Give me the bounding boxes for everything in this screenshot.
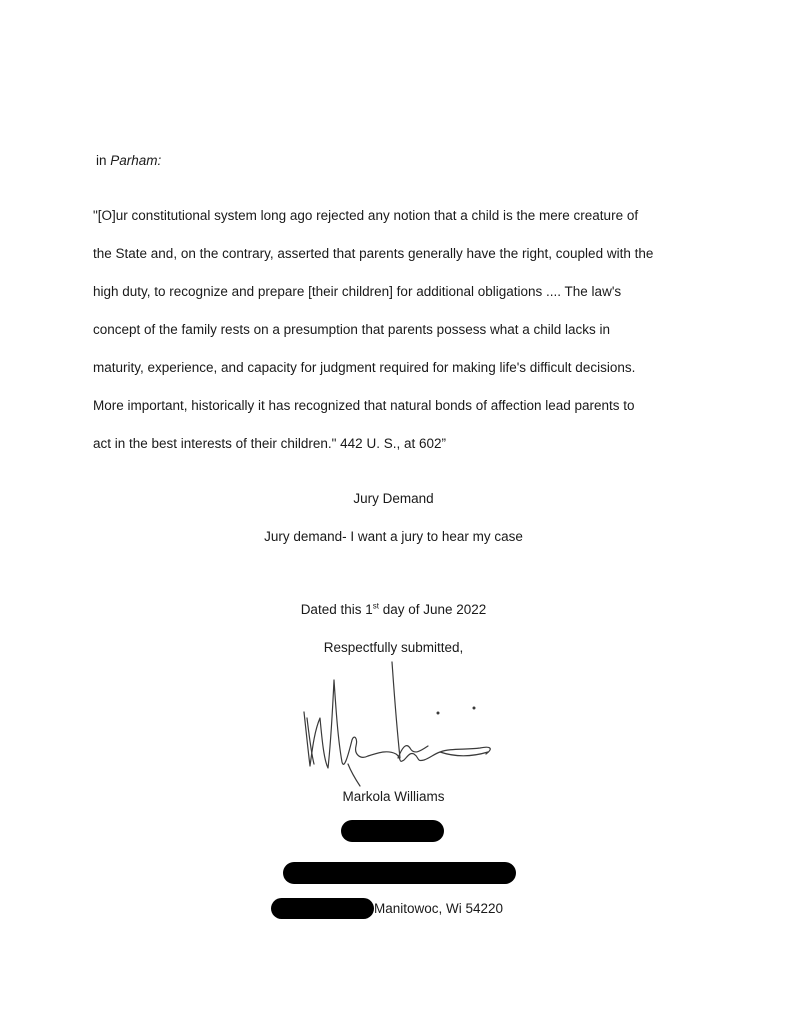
dated-line — [0, 601, 787, 619]
dated-prefix: Dated this 1 — [300, 602, 373, 617]
closing-line: Respectfully submitted, — [323, 640, 464, 655]
address-city-state-zip: Manitowoc, Wi 54220 — [374, 901, 504, 916]
quote-line-4: concept of the family rests on a presumption that parents possess what a child lacks in — [93, 322, 611, 337]
handwritten-signature — [290, 660, 510, 800]
quote-line-6: More important, historically it has recognized that natural bonds of affection lead parents to — [93, 398, 635, 413]
jury-demand-heading: Jury Demand — [353, 491, 434, 506]
quote-line-7: act in the best interests of their children." 442 U. S., at 602” — [93, 436, 446, 451]
redaction-bar — [341, 820, 444, 842]
dated-superscript: st — [372, 601, 379, 611]
intro-line — [96, 152, 161, 170]
signer-name: Markola Williams — [342, 789, 445, 804]
intro-prefix: in — [96, 153, 111, 168]
quote-line-1: "[O]ur constitutional system long ago rejected any notion that a child is the mere creature of — [93, 208, 639, 223]
jury-demand-statement: Jury demand- I want a jury to hear my case — [264, 529, 523, 544]
dated-suffix: day of June 2022 — [378, 602, 487, 617]
redaction-bar — [271, 898, 374, 919]
quote-line-3: high duty, to recognize and prepare [their children] for additional obligations .... The law's — [93, 284, 622, 299]
quote-line-5: maturity, experience, and capacity for judgment required for making life's difficult decisions. — [93, 360, 636, 375]
quote-line-2: the State and, on the contrary, asserted that parents generally have the right, coupled with the — [93, 246, 654, 261]
redaction-bar — [283, 862, 516, 884]
case-name: Parham: — [110, 153, 162, 168]
